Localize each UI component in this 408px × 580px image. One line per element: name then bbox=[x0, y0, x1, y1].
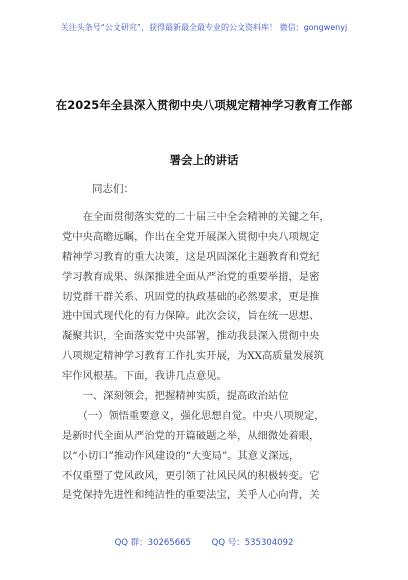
body-line: 精神学习教育的重大决策，这是巩固深化主题教育和党纪 bbox=[62, 250, 320, 263]
footer-qq-group: QQ 群：30265665 bbox=[114, 538, 191, 548]
section-heading: 一、深刻领会，把握精神实质，提高政治站位 bbox=[62, 390, 289, 403]
body-line: 凝聚共识，全面落实党中央部署，推动我县深入贯彻中央 bbox=[62, 330, 320, 343]
footer-qq-number: QQ 号：535304092 bbox=[211, 538, 294, 548]
body-line: 是新时代全面从严治党的开篇破题之举，从细微处着眼， bbox=[62, 429, 320, 442]
document-title-continued: 署会上的讲话 bbox=[169, 153, 239, 167]
body-line: 学习教育成果、纵深推进全面从严治党的重要举措，是密 bbox=[62, 270, 320, 283]
body-line: 党中央高瞻远瞩，作出在全党开展深入贯彻中央八项规定 bbox=[62, 230, 320, 243]
footer-contact bbox=[0, 536, 408, 548]
body-line: 切党群干群关系、巩固党的执政基础的必然要求，更是推 bbox=[62, 290, 320, 303]
salutation: 同志们： bbox=[92, 183, 134, 195]
body-line: 在全面贯彻落实党的二十届三中全会精神的关键之年， bbox=[62, 211, 330, 223]
document-title: 在2025年全县深入贯彻中央八项规定精神学习教育工作部 bbox=[55, 98, 353, 112]
body-line: （一）领悟重要意义，强化思想自觉。中央八项规定， bbox=[62, 409, 325, 422]
header-note: 关注头条号“公文研究”，获得最新最全最专业的公文资料库！ 微信：gongwenyj bbox=[60, 23, 348, 32]
body-line: 牢作风根基。下面，我讲几点意见。 bbox=[62, 370, 227, 383]
body-text bbox=[62, 208, 354, 506]
body-line: 不仅重塑了党风政风，更引领了社风民风的积极转变。它 bbox=[62, 469, 320, 482]
body-line: 进中国式现代化的有力保障。此次会议，旨在统一思想、 bbox=[62, 310, 320, 323]
body-line: 以“小切口”推动作风建设的“大变局”。其意义深远， bbox=[62, 449, 300, 462]
body-line: 八项规定精神学习教育工作扎实开展，为XX高质量发展筑 bbox=[62, 350, 324, 363]
body-line: 是党保持先进性和纯洁性的重要法宝，关乎人心向背，关 bbox=[62, 489, 320, 502]
